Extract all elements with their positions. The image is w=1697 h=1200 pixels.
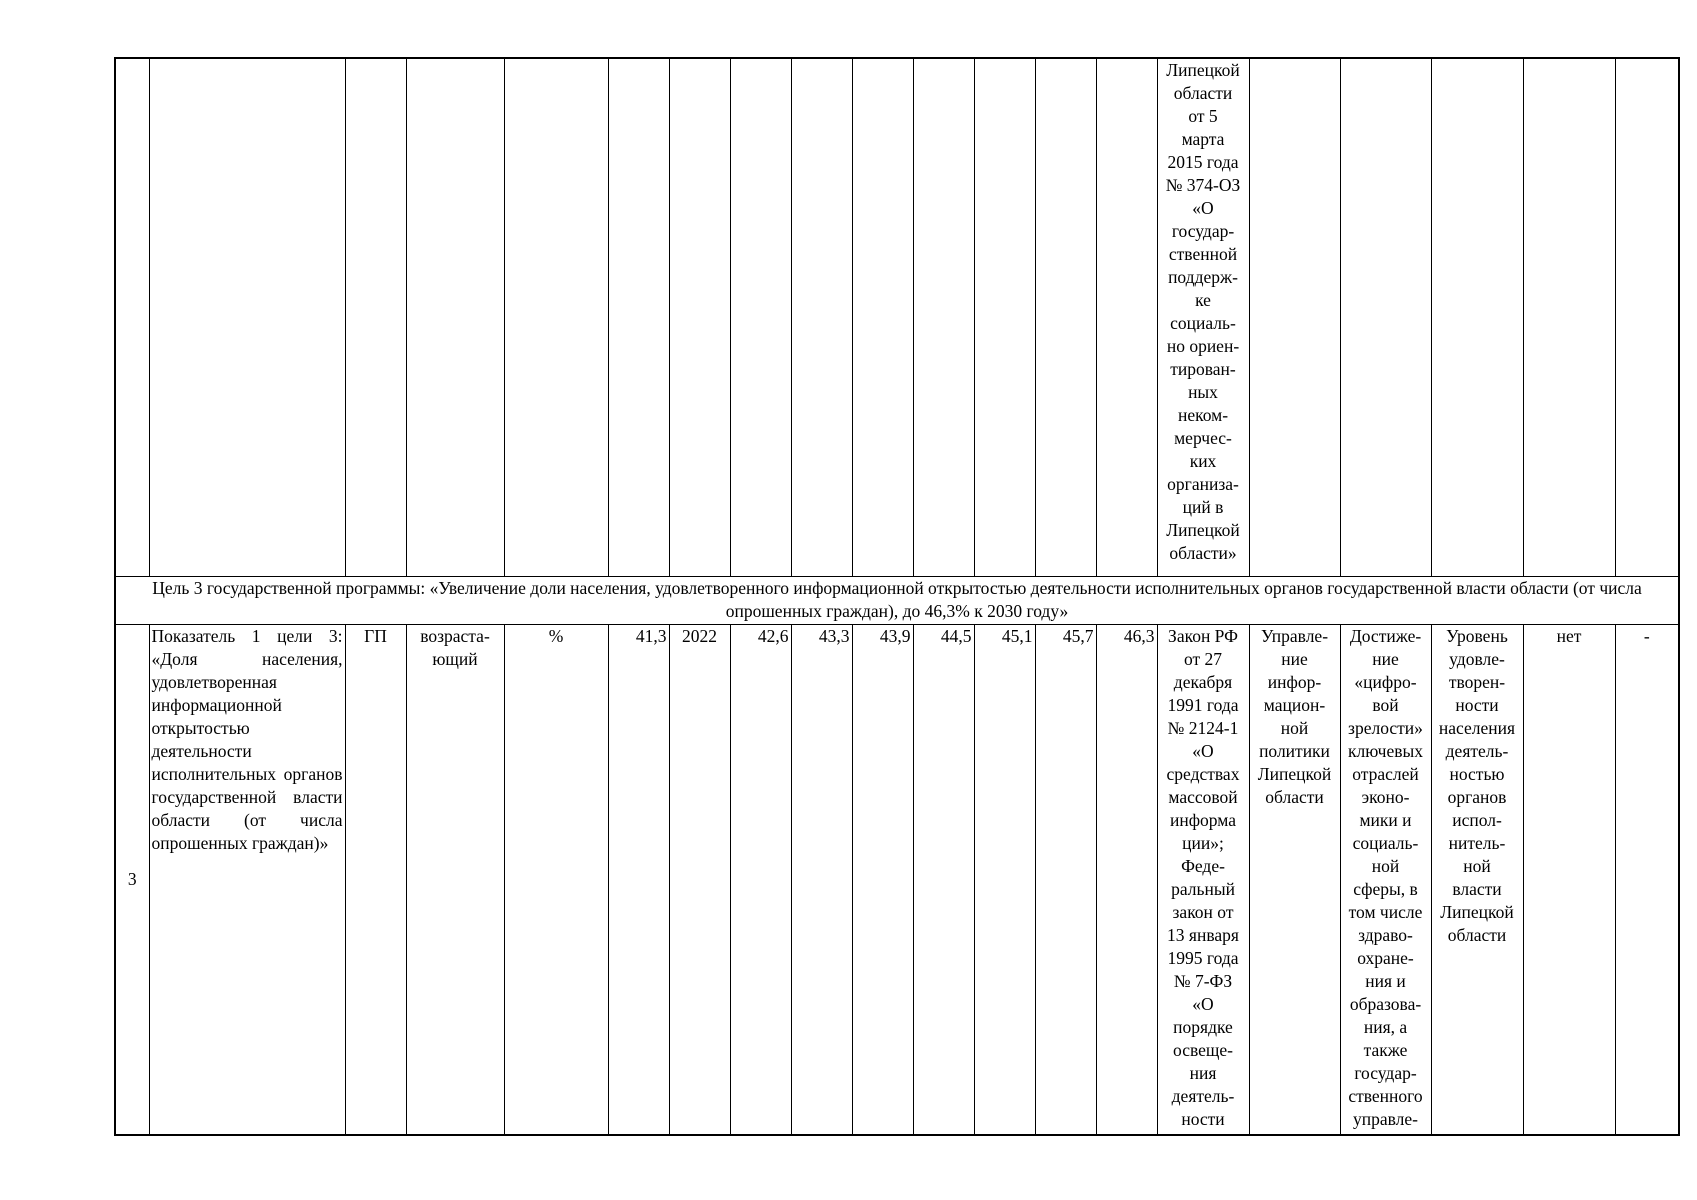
year-value: 44,5: [913, 624, 974, 1135]
cell-empty: [1249, 58, 1340, 576]
year-value: 43,9: [852, 624, 913, 1135]
year-value: 46,3: [1096, 624, 1157, 1135]
national-goal-cell: Достиже- ние «цифро- вой зрелости» ключевых отраслей эконо- мики и социаль- ной сферы, в том числе здраво- охране- ния и образова- ния, а также государ- ственного управле-: [1340, 624, 1431, 1135]
goal-text: Цель 3 государственной программы: «Увеличение доли населения, удовлетворенного информационной открытостью деятельности исполнительных органов государственной власти области (от числа опрошенных граждан), до 46,3% к 2030 году»: [115, 576, 1679, 624]
cell-empty: [913, 58, 974, 576]
cell-empty: [345, 58, 406, 576]
cell-empty: [730, 58, 791, 576]
cell-empty: [1035, 58, 1096, 576]
last-cell: -: [1615, 624, 1679, 1135]
indicator-direction: возраста- ющий: [406, 624, 504, 1135]
indicator-table: [114, 57, 1680, 1136]
year-value: 45,7: [1035, 624, 1096, 1135]
row-number: 3: [115, 624, 149, 1135]
year-value: 42,6: [730, 624, 791, 1135]
cell-empty: [791, 58, 852, 576]
year-value: 43,3: [791, 624, 852, 1135]
law-continuation-cell: Липецкой области от 5 марта 2015 года № 374-ОЗ «О государ- ственной поддерж- ке социаль- но ориен- тирован- ных неком- мерчес- ких организа- ций в Липецкой области»: [1157, 58, 1249, 576]
law-cell: Закон РФ от 27 декабря 1991 года № 2124-1 «О средствах массовой информа ции»; Феде- ральный закон от 13 января 1995 года № 7-ФЗ «О порядке освеще- ния деятель- ности: [1157, 624, 1249, 1135]
indicator-unit: %: [504, 624, 608, 1135]
cell-empty: [504, 58, 608, 576]
continuation-row: [115, 58, 1679, 576]
program-link-cell: Уровень удовле- творен- ности населения деятель- ностью органов испол- нитель- ной власти Липецкой области: [1431, 624, 1523, 1135]
cell-empty: [669, 58, 730, 576]
cell-empty: [852, 58, 913, 576]
cell-empty: [974, 58, 1035, 576]
goal-row: [115, 576, 1679, 624]
base-year: 2022: [669, 624, 730, 1135]
digital-system-cell: нет: [1523, 624, 1615, 1135]
cell-empty: [1431, 58, 1523, 576]
cell-empty: [115, 58, 149, 576]
cell-empty: [149, 58, 345, 576]
responsible-cell: Управле- ние инфор- мацион- ной политики Липецкой области: [1249, 624, 1340, 1135]
cell-empty: [1340, 58, 1431, 576]
indicator-level: ГП: [345, 624, 406, 1135]
base-value: 41,3: [608, 624, 669, 1135]
indicator-name: Показатель 1 цели 3: «Доля населения, удовлетворенная информационной открытостью деятельности исполнительных органов государственной власти области (от числа опрошенных граждан)»: [149, 624, 345, 1135]
cell-empty: [1523, 58, 1615, 576]
cell-empty: [608, 58, 669, 576]
indicator-row: [115, 624, 1679, 1135]
cell-empty: [1096, 58, 1157, 576]
cell-empty: [406, 58, 504, 576]
year-value: 45,1: [974, 624, 1035, 1135]
cell-empty: [1615, 58, 1679, 576]
